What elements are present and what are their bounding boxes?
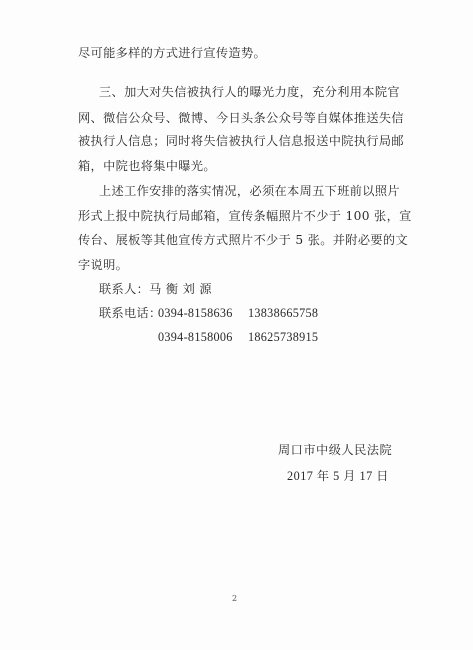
phone-office-1: 0394-8158636: [158, 306, 233, 320]
phone-mobile-1: 13838665758: [248, 306, 319, 320]
report-line-3: 传台、展板等其他宣传方式照片不少于 5 张。并附必要的文: [78, 233, 408, 247]
para3-line-3: 被执行人信息；同时将失信被执行人信息报送中院执行局邮: [78, 134, 404, 148]
contacts-line: 联系人：马 衡 刘 源: [99, 282, 212, 296]
para3-line-4: 箱，中院也将集中曝光。: [78, 159, 216, 173]
court-signature: 周口市中级人民法院: [278, 443, 393, 457]
report-line-2: 形式上报中院执行局邮箱，宣传条幅照片不少于 100 张，宣: [78, 209, 412, 223]
signature-date: 2017 年 5 月 17 日: [287, 469, 389, 483]
para3-line-1: 三、加大对失信被执行人的曝光力度，充分利用本院官: [99, 85, 400, 99]
intro-line-1: 尽可能多样的方式进行宣传造势。: [78, 46, 267, 60]
report-line-4: 字说明。: [78, 258, 129, 272]
page-number: 2: [232, 594, 238, 603]
para3-line-2: 网、微信公众号、微博、今日头条公众号等自媒体推送失信: [78, 111, 404, 125]
phone-office-2: 0394-8158006: [158, 330, 233, 344]
phone-mobile-2: 18625738915: [248, 330, 319, 344]
phone-label: 联系电话：: [99, 306, 162, 320]
report-line-1: 上述工作安排的落实情况，必须在本周五下班前以照片: [99, 184, 400, 198]
